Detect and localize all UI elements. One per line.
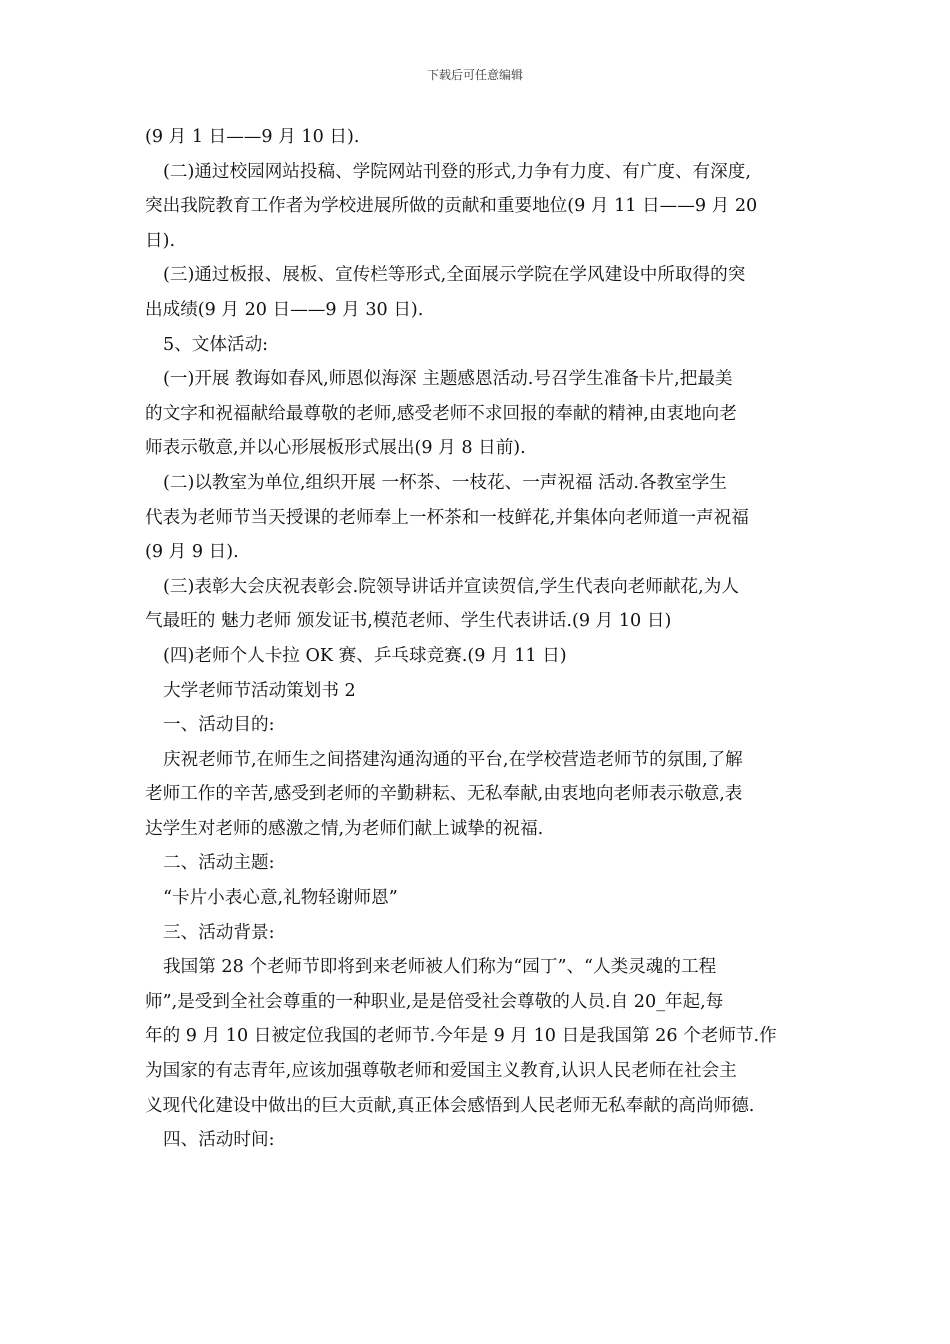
text-line-25: 我国第 28 个老师节即将到来老师被人们称为“园丁”、“人类灵魂的工程: [163, 957, 717, 978]
text-line-13: (9 月 9 日).: [145, 542, 239, 563]
document-body: [145, 120, 813, 1158]
text-line-2: (二)通过校园网站投稿、学院网站刊登的形式,力争有力度、有广度、有深度,: [163, 161, 751, 182]
text-line-10: 师表示敬意,并以心形展板形式展出(9 月 8 日前).: [145, 438, 526, 459]
text-line-15: 气最旺的 魅力老师 颁发证书,模范老师、学生代表讲话.(9 月 10 日): [145, 611, 672, 632]
text-line-8: (一)开展 教诲如春风,师恩似海深 主题感恩活动.号召学生准备卡片,把最美: [163, 369, 733, 390]
page-header: 下载后可任意编辑: [426, 68, 523, 82]
document-subtitle: 大学老师节活动策划书 2: [163, 680, 356, 701]
text-line-27: 年的 9 月 10 日被定位我国的老师节.今年是 9 月 10 日是我国第 26 个老师节.作: [145, 1026, 777, 1047]
theme-quote: “卡片小表心意,礼物轻谢师恩”: [163, 888, 398, 909]
text-line-4: 日).: [145, 230, 176, 251]
text-line-26: 师”,是受到全社会尊重的一种职业,是是倍受社会尊敬的人员.自 20_年起,每: [145, 991, 724, 1012]
text-line-28: 为国家的有志青年,应该加强尊敬老师和爱国主义教育,认识人民老师在社会主: [145, 1061, 737, 1082]
text-line-5: (三)通过板报、展板、宣传栏等形式,全面展示学院在学风建设中所取得的突: [163, 265, 746, 286]
text-line-19: 庆祝老师节,在师生之间搭建沟通沟通的平台,在学校营造老师节的氛围,了解: [163, 749, 743, 770]
section-heading-time: 四、活动时间:: [163, 1130, 275, 1151]
text-line-20: 老师工作的辛苦,感受到老师的辛勤耕耘、无私奉献,由衷地向老师表示敬意,表: [145, 784, 743, 805]
section-heading-background: 三、活动背景:: [163, 922, 275, 943]
text-line-11: (二)以教室为单位,组织开展 一杯茶、一枝花、一声祝福 活动.各教室学生: [163, 472, 727, 493]
section-heading-5: 5、文体活动:: [163, 334, 269, 355]
text-line-1: (9 月 1 日——9 月 10 日).: [145, 127, 360, 147]
text-line-29: 义现代化建设中做出的巨大贡献,真正体会感悟到人民老师无私奉献的高尚师德.: [145, 1095, 755, 1116]
text-line-14: (三)表彰大会庆祝表彰会.院领导讲话并宣读贺信,学生代表向老师献花,为人: [163, 576, 739, 597]
text-line-6: 出成绩(9 月 20 日——9 月 30 日).: [145, 299, 424, 320]
text-line-16: (四)老师个人卡拉 OK 赛、乒乓球竞赛.(9 月 11 日): [163, 645, 567, 666]
text-line-12: 代表为老师节当天授课的老师奉上一杯茶和一枝鲜花,并集体向老师道一声祝福: [145, 507, 749, 528]
section-heading-theme: 二、活动主题:: [163, 853, 275, 874]
text-line-3: 突出我院教育工作者为学校进展所做的贡献和重要地位(9 月 11 日——9 月 20: [145, 196, 758, 217]
text-line-21: 达学生对老师的感激之情,为老师们献上诚挚的祝福.: [145, 818, 544, 839]
text-line-9: 的文字和祝福献给最尊敬的老师,感受老师不求回报的奉献的精神,由衷地向老: [145, 403, 737, 424]
section-heading-purpose: 一、活动目的:: [163, 715, 275, 736]
